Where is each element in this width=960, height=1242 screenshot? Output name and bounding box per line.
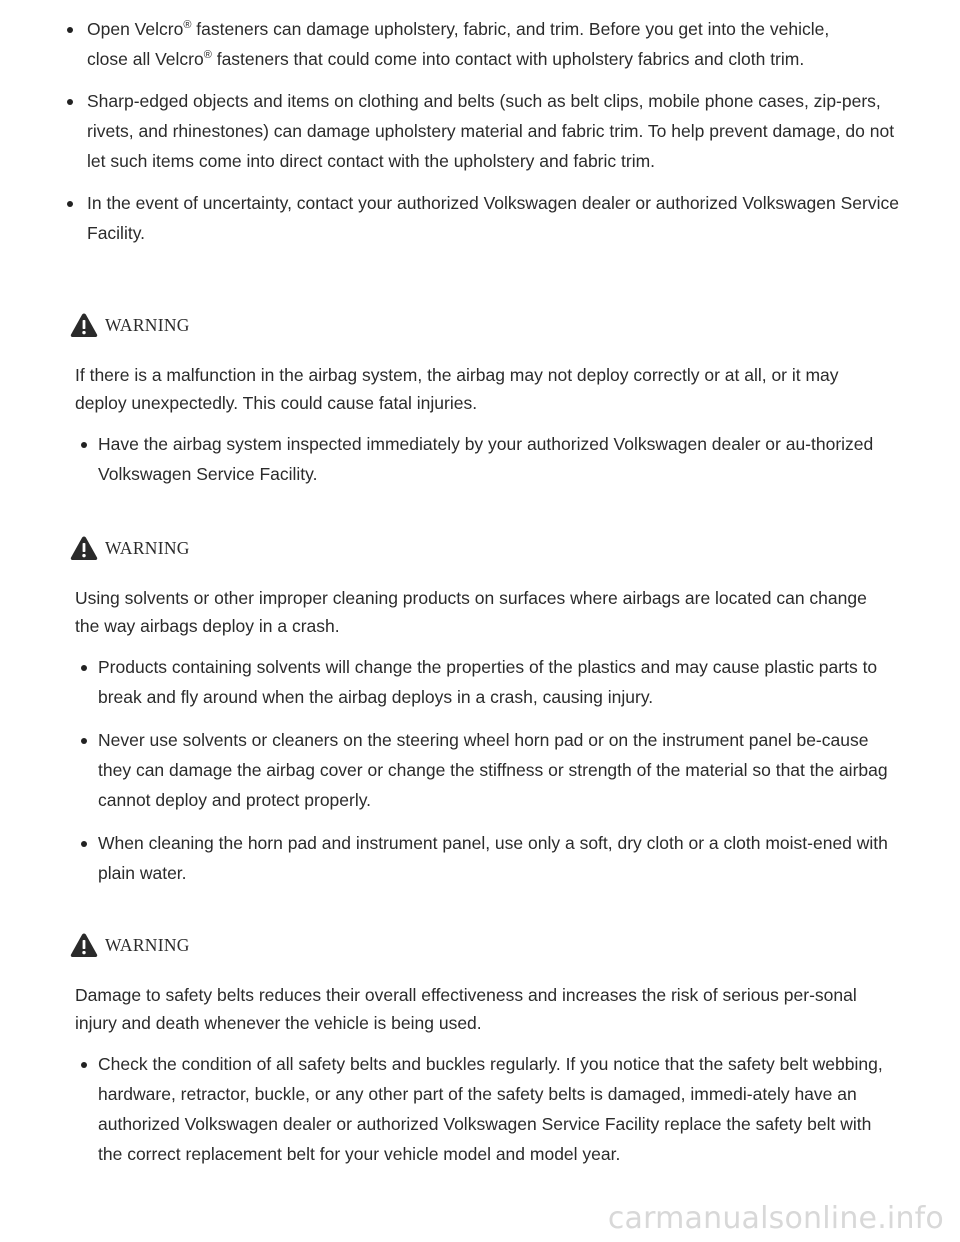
list-item-text: When cleaning the horn pad and instrument panel, use only a soft, dry cloth or a cloth moist-ened with plain water. — [98, 833, 888, 883]
bullet-icon — [67, 201, 73, 207]
bullet-icon — [81, 841, 87, 847]
bullet-icon — [67, 27, 73, 33]
watermark: carmanualsonline.info — [607, 1201, 944, 1236]
warning-header — [70, 931, 900, 959]
list-item: Open Velcro® fasteners can damage upholstery, fabric, and trim. Before you get into the vehicle, close all Velcro® fasteners that could come into contact with upholstery fabrics and cloth trim. — [64, 14, 904, 74]
list-item-text: Check the condition of all safety belts and buckles regularly. If you notice that the safety belt webbing, hardware, retractor, buckle, or any other part of the safety belts is damaged, immedi-ately have an authorized Volkswagen dealer or authorized Volkswagen Service Facility replace the safety belt with the correct replacement belt for your vehicle model and model year. — [98, 1054, 883, 1164]
warning-text: Using solvents or other improper cleaning products on surfaces where airbags are located can change the way airbags deploy in a crash. — [75, 588, 867, 636]
bullet-icon — [81, 665, 87, 671]
list-item-text: Products containing solvents will change the properties of the plastics and may cause plastic parts to break and fly around when the airbag deploys in a crash, causing injury. — [98, 657, 878, 707]
upholstery-care-list — [64, 14, 904, 260]
warning-title: WARNING — [105, 538, 190, 558]
warning-cleaning-solvents — [70, 534, 900, 901]
list-item — [80, 429, 900, 489]
bullet-icon — [81, 1062, 87, 1068]
list-item-text: Never use solvents or cleaners on the steering wheel horn pad or on the instrument panel be-cause they can damage the airbag cover or change the stiffness or strength of the material so that the airbag cannot deploy and protect properly. — [98, 730, 888, 810]
warning-safety-belt-damage — [70, 931, 900, 1182]
registered-mark: ® — [203, 49, 212, 61]
warning-bullets — [70, 429, 900, 489]
warning-triangle-icon — [70, 312, 98, 338]
list-item-text: Have the airbag system inspected immediately by your authorized Volkswagen dealer or au-thorized Volkswagen Service Facility. — [98, 434, 874, 484]
list-item-text: Sharp-edged objects and items on clothing and belts (such as belt clips, mobile phone cases, zip-pers, rivets, and rhinestones) can damage upholstery material and fabric trim. To help prevent damage, do not let such items come into direct contact with the upholstery and fabric trim. — [87, 91, 895, 171]
list-item — [80, 1049, 900, 1169]
bullet-icon — [81, 738, 87, 744]
warning-title: WARNING — [105, 935, 190, 955]
registered-mark: ® — [183, 19, 192, 31]
warning-text: If there is a malfunction in the airbag system, the airbag may not deploy correctly or at all, or it may deploy unexpectedly. This could cause fatal injuries. — [75, 365, 839, 413]
warning-header — [70, 534, 900, 562]
warning-triangle-icon — [70, 535, 98, 561]
warning-bullets — [70, 652, 900, 888]
warning-text: Damage to safety belts reduces their overall effectiveness and increases the risk of serious per-sonal injury and death whenever the vehicle is being used. — [75, 985, 857, 1033]
list-item — [64, 86, 904, 176]
list-item — [80, 652, 900, 712]
list-item — [80, 828, 900, 888]
bullet-icon — [67, 99, 73, 105]
list-item — [80, 725, 900, 815]
warning-airbag-malfunction — [70, 311, 900, 502]
warning-triangle-icon — [70, 932, 98, 958]
warning-title: WARNING — [105, 315, 190, 335]
warning-header — [70, 311, 900, 339]
warning-bullets — [70, 1049, 900, 1169]
list-item-text: In the event of uncertainty, contact your authorized Volkswagen dealer or authorized Volkswagen Service Facility. — [87, 193, 899, 243]
bullet-icon — [81, 442, 87, 448]
list-item — [64, 188, 904, 248]
